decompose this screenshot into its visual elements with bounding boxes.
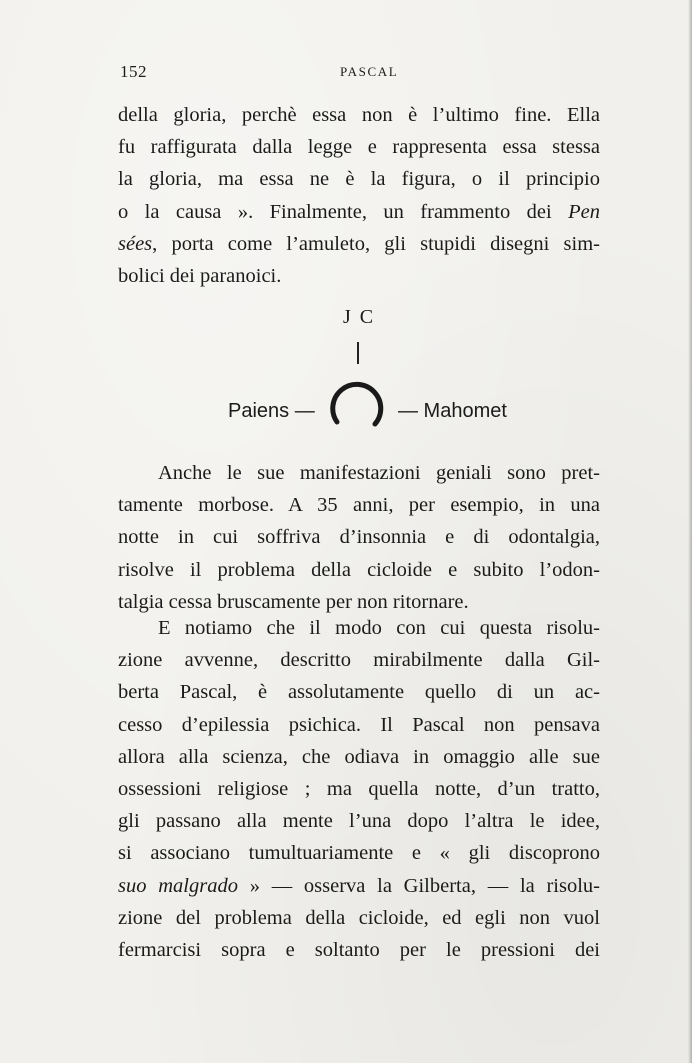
text-segment: o la causa ». Finalmente, un frammento dei: [118, 200, 569, 223]
text-line: zione del problema della cicloide, ed egli non vuol: [118, 906, 600, 929]
paragraph-1: [118, 99, 600, 292]
text-line: notte in cui soffriva d’insonnia e di odontalgia,: [118, 526, 600, 549]
running-head: PASCAL: [340, 64, 399, 79]
text-line: ossessioni religiose ; ma quella notte, d’un tratto,: [118, 778, 600, 801]
paragraph-2: [118, 457, 600, 618]
text-line: bolici dei paranoici.: [118, 265, 282, 288]
page-number: 152: [120, 62, 147, 81]
text-line: allora alla scienza, che odiava in omaggio alle sue: [118, 745, 600, 768]
text-line: berta Pascal, è assolutamente quello di un ac-: [118, 681, 600, 704]
text-segment: , porta come l’amuleto, gli stupidi disegni sim-: [152, 232, 600, 255]
text-line: [118, 870, 600, 902]
text-line: risolve il problema della cicloide e subito l’odon-: [118, 558, 600, 581]
text-line: [118, 196, 600, 228]
text-segment: » — osserva la Gilberta, — la risolu-: [249, 874, 600, 897]
text-line: della gloria, perchè essa non è l’ultimo fine. Ella: [118, 104, 600, 126]
text-line: si associano tumultuariamente e « gli discoprono: [118, 842, 600, 865]
diagram-left-label: Paiens —: [228, 400, 315, 422]
text-line: E notiamo che il modo con cui questa risolu-: [158, 617, 600, 639]
diagram-right-label: — Mahomet: [398, 400, 507, 422]
italic-text: sées: [118, 232, 153, 255]
text-line: tamente morbose. A 35 anni, per esempio, in una: [118, 494, 600, 517]
text-line: fu raffigurata dalla legge e rappresenta essa stessa: [118, 136, 600, 159]
diagram-stem-line: [357, 342, 359, 364]
text-line: la gloria, ma essa ne è la figura, o il principio: [118, 168, 600, 191]
text-line: [118, 228, 600, 260]
text-line: gli passano alla mente l’una dopo l’altra le idee,: [118, 810, 600, 833]
text-line: fermarcisi sopra e soltanto per le pressioni dei: [118, 939, 600, 962]
arc-symbol-icon: [327, 372, 387, 432]
paragraph-3: [118, 612, 600, 966]
italic-text: suo malgrado: [118, 874, 238, 897]
page-edge-shadow: [688, 0, 692, 1063]
text-line: talgia cessa bruscamente per non ritornare.: [118, 590, 469, 613]
page-header: [120, 62, 600, 84]
text-line: zione avvenne, descritto mirabilmente dalla Gil-: [118, 649, 600, 672]
diagram-top-label: J C: [343, 306, 376, 328]
text-line: cesso d’epilessia psichica. Il Pascal non pensava: [118, 713, 600, 736]
symbolic-diagram: [200, 300, 530, 440]
italic-text: Pen: [568, 200, 600, 223]
text-line: Anche le sue manifestazioni geniali sono pret-: [158, 462, 600, 484]
